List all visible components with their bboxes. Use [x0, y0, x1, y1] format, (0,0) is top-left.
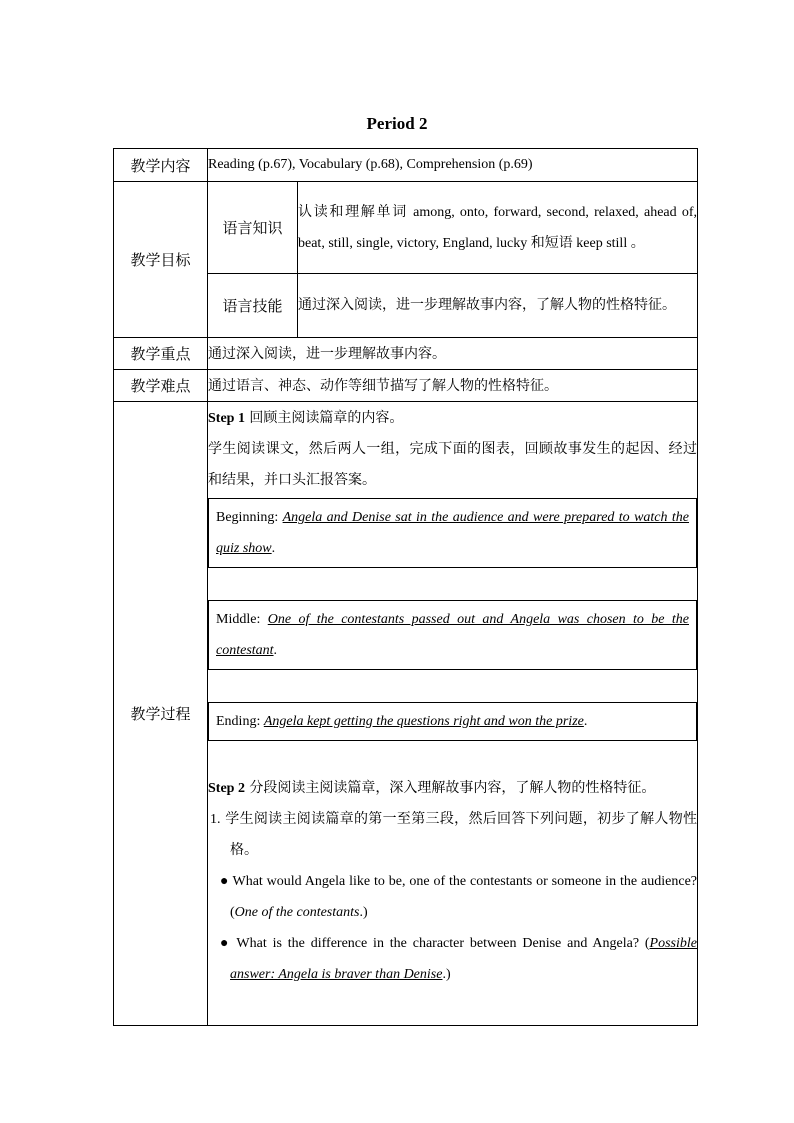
item-1: [208, 804, 697, 866]
ending-period: .: [583, 714, 588, 729]
process-content: [208, 402, 698, 1026]
step1-instructions: 学生阅读课文，然后两人一组，完成下面的图表，回顾故事发生的起因、经过和结果，并口头汇报答案。: [208, 441, 697, 488]
skills-text: 通过深入阅读，进一步理解故事内容，了解人物的性格特征。: [298, 274, 698, 338]
question-1-text: What would Angela like to be, one of the contestants or someone in the audience? (: [230, 874, 697, 920]
key-points-label: 教学重点: [114, 338, 208, 370]
knowledge-end: 。: [630, 234, 645, 251]
knowledge-text: [298, 182, 698, 274]
beginning-period: .: [271, 541, 276, 556]
question-1-answer: One of the contestants: [234, 905, 360, 920]
middle-answer: One of the contestants passed out and Angela was chosen to be the contestant: [216, 612, 689, 658]
ending-box: [208, 702, 697, 741]
question-2-answer: Possible answer: Angela is braver than Denise: [230, 936, 697, 982]
item-1-text: 学生阅读主阅读篇章的第一至第三段，然后回答下列问题，初步了解人物性格。: [225, 811, 698, 858]
process-label: 教学过程: [114, 402, 208, 1026]
difficulties-row: [114, 370, 698, 402]
key-points-text: 通过深入阅读，进一步理解故事内容。: [208, 338, 698, 370]
question-1: [208, 866, 697, 928]
process-row: [114, 402, 698, 1026]
content-text: Reading (p.67), Vocabulary (p.68), Comprehension (p.69): [208, 149, 698, 182]
step1-title: Step 1: [208, 411, 245, 426]
step1-heading-text: 回顾主阅读篇章的内容。: [249, 410, 404, 426]
page-title: Period 2: [366, 114, 428, 133]
lesson-plan-table: [113, 148, 698, 1026]
knowledge-mid: 和短语: [530, 234, 573, 251]
middle-box: [208, 600, 697, 670]
skills-label: 语言技能: [208, 274, 298, 338]
knowledge-phrase: keep still: [572, 235, 631, 251]
knowledge-words: among, onto, forward, second, relaxed, ahead of, beat, still, single, victory, England, lucky: [298, 204, 697, 251]
item-1-number: 1.: [210, 812, 221, 827]
bullet-icon: ●: [220, 936, 231, 951]
beginning-box: [208, 498, 697, 568]
knowledge-pre: 认读和理解单词: [298, 203, 408, 220]
step2-heading: [208, 773, 697, 804]
objectives-label: 教学目标: [114, 182, 208, 338]
difficulties-text: 通过语言、神态、动作等细节描写了解人物的性格特征。: [208, 370, 698, 402]
step2-title: Step 2: [208, 781, 245, 796]
question-2-text: What is the difference in the character between Denise and Angela? (: [236, 936, 650, 951]
difficulties-label: 教学难点: [114, 370, 208, 402]
beginning-answer: Angela and Denise sat in the audience and were prepared to watch the quiz show: [216, 510, 689, 556]
question-2: [208, 928, 697, 990]
middle-period: .: [273, 643, 278, 658]
middle-label: Middle:: [216, 612, 268, 627]
question-1-close: .): [359, 905, 368, 920]
content-label: 教学内容: [114, 149, 208, 182]
key-points-row: [114, 338, 698, 370]
bullet-icon: ●: [220, 874, 229, 889]
step2-heading-text: 分段阅读主阅读篇章，深入理解故事内容，了解人物的性格特征。: [249, 780, 656, 796]
objectives-knowledge-row: [114, 182, 698, 274]
beginning-label: Beginning:: [216, 510, 283, 525]
step1-heading: [208, 403, 697, 434]
ending-answer: Angela kept getting the questions right and won the prize: [263, 714, 584, 729]
content-row: [114, 149, 698, 182]
knowledge-label: 语言知识: [208, 182, 298, 274]
question-2-close: .): [442, 967, 451, 982]
ending-label: Ending:: [216, 714, 264, 729]
